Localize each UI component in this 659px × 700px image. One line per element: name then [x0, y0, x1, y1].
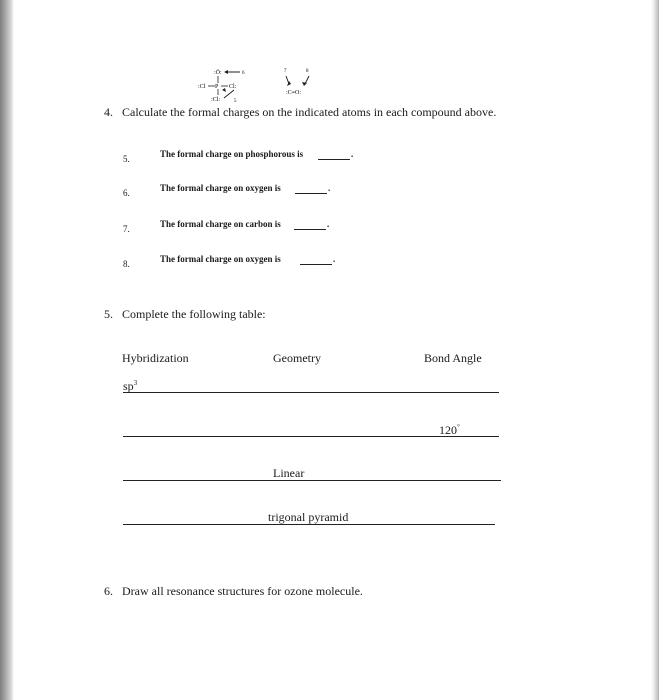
- atom-left-chlorine: :Cl: [198, 84, 206, 90]
- item-5-blank[interactable]: [318, 150, 350, 160]
- item-7: [123, 219, 281, 237]
- item-8: [123, 254, 281, 272]
- item-6-blank[interactable]: [295, 184, 327, 194]
- row-3-answer-line[interactable]: [123, 480, 501, 481]
- question-5: [104, 307, 266, 322]
- atom-top-oxygen: :Ö:: [214, 70, 222, 76]
- carbon-monoxide-structure: [276, 64, 320, 98]
- row-2-answer-line[interactable]: [123, 436, 499, 437]
- row-4-answer-line[interactable]: [123, 524, 495, 525]
- item-8-number: 8.: [123, 259, 130, 269]
- item-8-text: The formal charge on oxygen is: [160, 254, 281, 264]
- item-5: [123, 149, 304, 167]
- header-hybridization: Hybridization: [122, 351, 189, 365]
- page-edge-shadow-right: [651, 0, 659, 700]
- item-8-blank[interactable]: [300, 255, 332, 265]
- item-6-end: .: [328, 183, 331, 193]
- question-6-number: 6.: [104, 584, 113, 598]
- row-3-geometry: Linear: [273, 466, 305, 480]
- row-2-bond-angle-sup: °: [457, 423, 460, 431]
- item-7-number: 7.: [123, 224, 130, 234]
- item-8-end: .: [333, 254, 336, 264]
- question-4: [104, 105, 496, 120]
- page-edge-shadow-left: [0, 0, 14, 700]
- item-7-end: .: [327, 219, 330, 229]
- question-4-number: 4.: [104, 105, 113, 119]
- item-5-text: The formal charge on phosphorous is: [160, 149, 304, 159]
- atom-right-chlorine: Cl:: [229, 84, 237, 90]
- item-6-text: The formal charge on oxygen is: [160, 183, 281, 193]
- item-5-end: .: [351, 149, 354, 159]
- question-4-text: Calculate the formal charges on the indicated atoms in each compound above.: [122, 105, 497, 119]
- label-6: 6: [242, 71, 245, 76]
- atom-bottom-chlorine: :Cl:: [211, 97, 221, 103]
- item-7-text: The formal charge on carbon is: [160, 219, 281, 229]
- row-1-hybridization-base: sp: [123, 379, 134, 393]
- carbon-monoxide-formula: :C≡O:: [286, 90, 302, 96]
- question-5-number: 5.: [104, 307, 113, 321]
- label-8: 8: [306, 69, 309, 74]
- row-4-geometry: trigonal pyramid: [268, 510, 349, 524]
- item-6-number: 6.: [123, 188, 130, 198]
- header-bond-angle: Bond Angle: [424, 351, 482, 365]
- row-1-answer-line[interactable]: [123, 392, 499, 393]
- question-6-text: Draw all resonance structures for ozone molecule.: [122, 584, 363, 598]
- phosphoryl-chloride-structure: [196, 66, 262, 104]
- item-6: [123, 183, 281, 201]
- header-geometry: Geometry: [273, 351, 321, 365]
- question-5-text: Complete the following table:: [122, 307, 266, 321]
- question-6: [104, 584, 363, 599]
- atom-phosphorus: P: [215, 84, 219, 90]
- row-2-bond-angle-value: 120: [439, 423, 457, 437]
- row-1-hybridization-sup: 3: [133, 379, 138, 387]
- label-7: 7: [284, 69, 287, 74]
- item-5-number: 5.: [123, 154, 130, 164]
- label-5: 5: [234, 99, 237, 104]
- item-7-blank[interactable]: [294, 220, 326, 230]
